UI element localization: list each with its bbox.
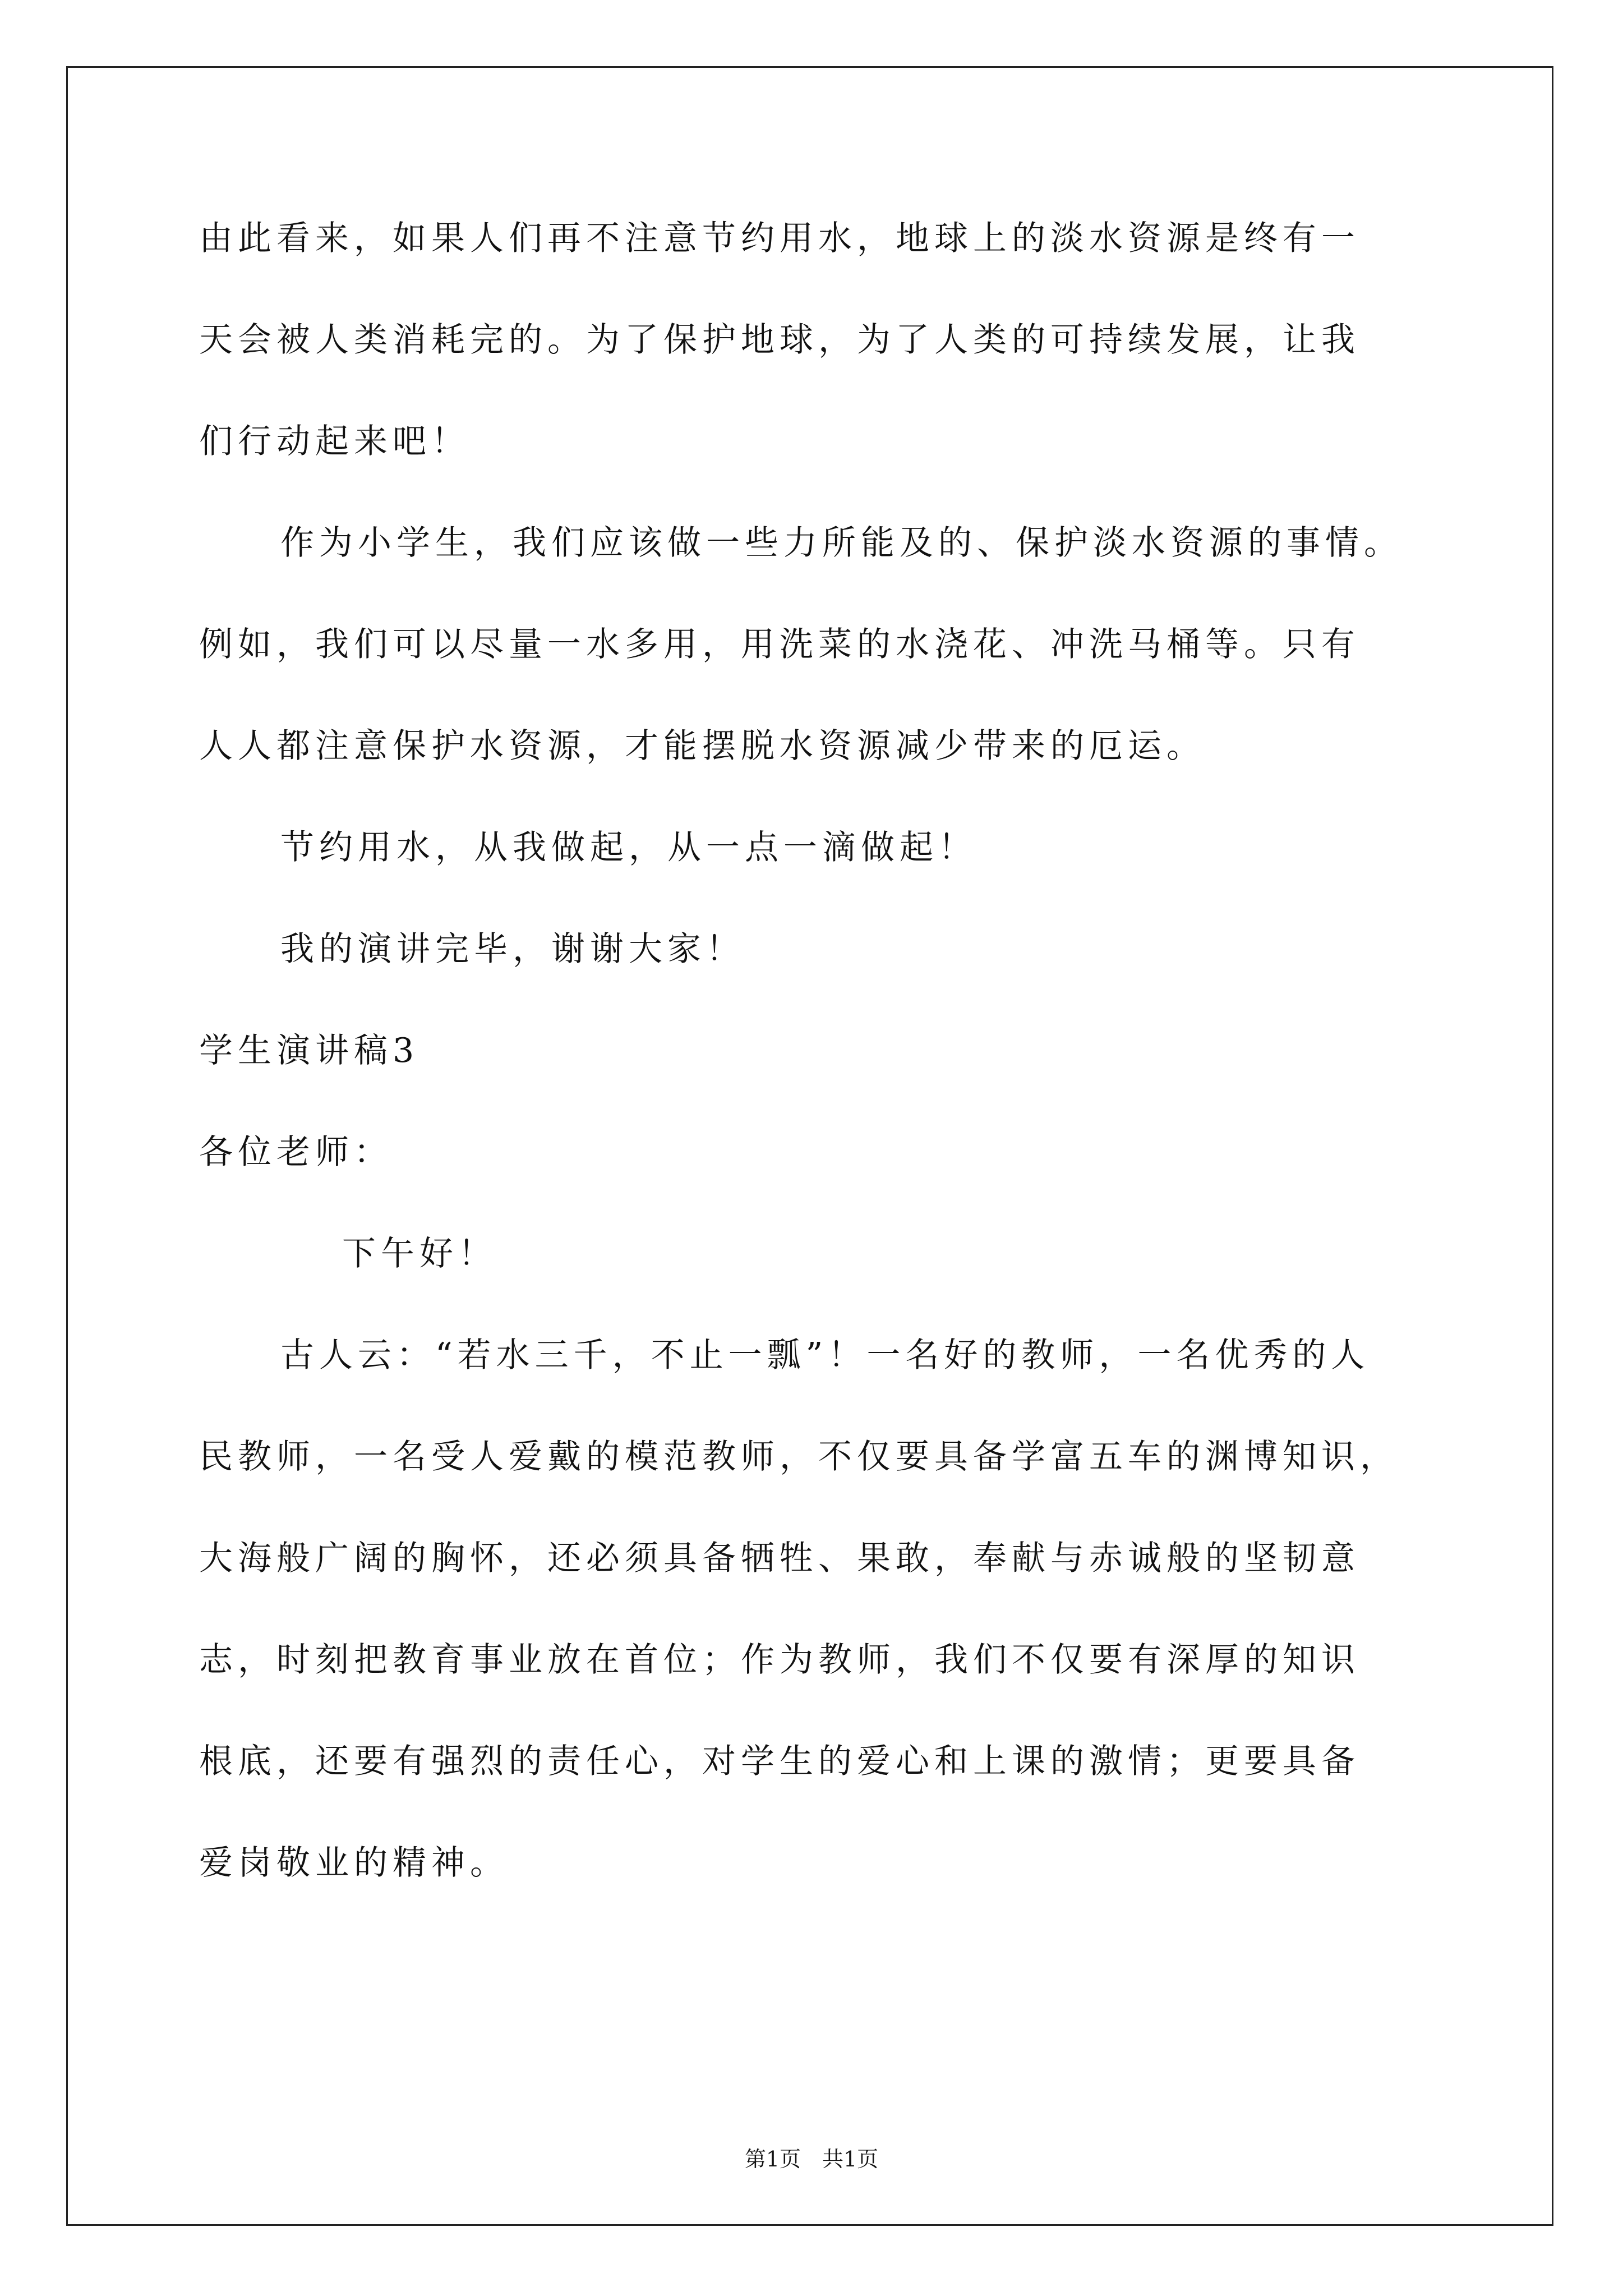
paragraph-line: 我的演讲完毕，谢谢大家！	[280, 930, 745, 969]
greeting: 下午好！	[342, 1234, 497, 1273]
paragraph-line: 志，时刻把教育事业放在首位；作为教师，我们不仅要有深厚的知识	[199, 1640, 1360, 1680]
page-footer: 第1页 共1页	[744, 2147, 879, 2171]
paragraph-line: 根底，还要有强烈的责任心，对学生的爱心和上课的激情；更要具备	[199, 1742, 1360, 1781]
paragraph-line: 民教师，一名受人爱戴的模范教师，不仅要具备学富五车的渊博知识，	[199, 1437, 1399, 1476]
section-heading: 学生演讲稿3	[199, 1031, 419, 1070]
paragraph-line: 由此看来，如果人们再不注意节约用水，地球上的淡水资源是终有一	[199, 219, 1360, 258]
paragraph-line: 例如，我们可以尽量一水多用，用洗菜的水浇花、冲洗马桶等。只有	[199, 625, 1360, 664]
paragraph-line: 古人云：“若水三千，不止一瓢”！一名好的教师，一名优秀的人	[280, 1336, 1370, 1375]
paragraph-line: 作为小学生，我们应该做一些力所能及的、保护淡水资源的事情。	[280, 523, 1403, 563]
paragraph-line: 们行动起来吧！	[199, 422, 470, 461]
paragraph-line: 节约用水，从我做起，从一点一滴做起！	[280, 828, 977, 867]
paragraph-line: 天会被人类消耗完的。为了保护地球，为了人类的可持续发展，让我	[199, 320, 1360, 360]
salutation: 各位老师：	[199, 1133, 393, 1172]
paragraph-line: 大海般广阔的胸怀，还必须具备牺牲、果敢，奉献与赤诚般的坚韧意	[199, 1539, 1360, 1578]
paragraph-line: 人人都注意保护水资源，才能摆脱水资源减少带来的厄运。	[199, 726, 1205, 766]
paragraph-line: 爱岗敬业的精神。	[199, 1843, 509, 1883]
